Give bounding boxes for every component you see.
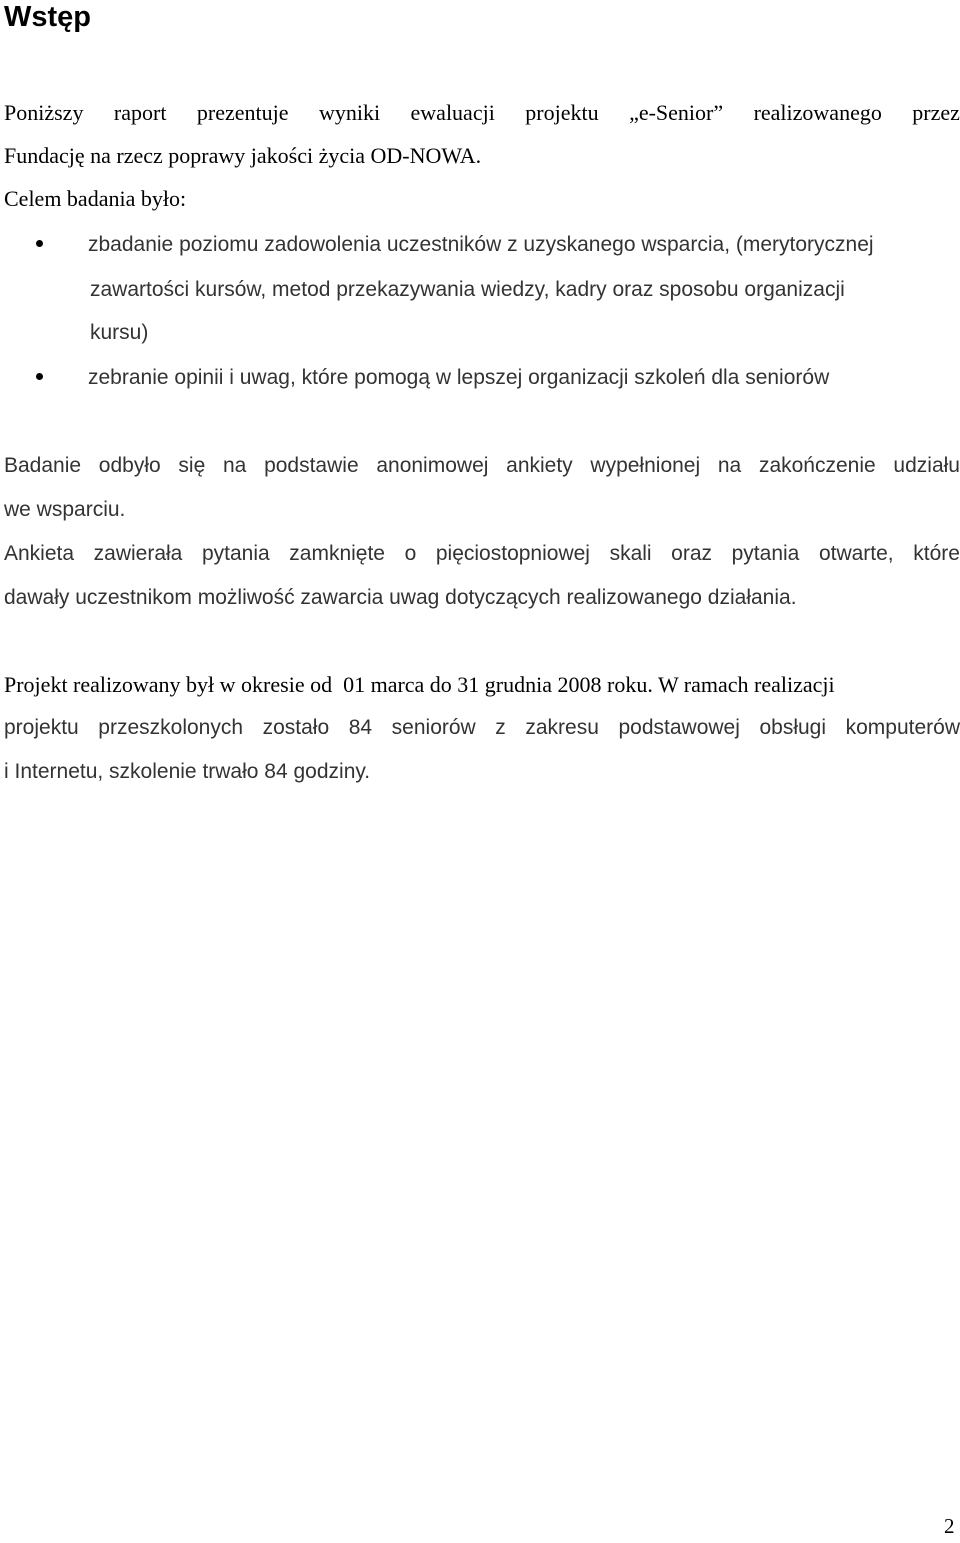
word: „e-Senior”	[629, 100, 724, 125]
word: wypełnionej	[590, 454, 701, 477]
word: ankiety	[506, 454, 573, 477]
word: odbyło	[98, 454, 161, 477]
word: oraz	[671, 542, 713, 565]
page-number: 2	[944, 1514, 955, 1538]
word: pytania	[201, 542, 270, 565]
bullet-icon	[36, 373, 43, 380]
word: podstawowej	[618, 716, 740, 739]
word: które	[913, 542, 960, 565]
survey-paragraph-line-2: we wsparciu.	[4, 498, 126, 521]
section-heading: Wstęp	[4, 1, 91, 33]
intro-line-1	[4, 100, 960, 126]
word: projektu	[4, 716, 79, 739]
bullet-1-line-2: zawartości kursów, metod przekazywania wiedzy, kadry oraz sposobu organizacji	[90, 278, 845, 301]
bullet-1-line-3: kursu)	[90, 321, 149, 344]
word: na	[222, 454, 247, 477]
survey-paragraph-line-1	[4, 453, 960, 479]
word: zakresu	[525, 716, 599, 739]
word: o	[404, 542, 417, 565]
word: seniorów	[391, 716, 476, 739]
word: Ankieta	[4, 542, 75, 565]
questionnaire-paragraph-line-2: dawały uczestnikom możliwość zawarcia uwag dotyczących realizowanego działania.	[4, 586, 797, 609]
project-paragraph-line-1: Projekt realizowany był w okresie od 01 marca do 31 grudnia 2008 roku. W ramach realizacji	[4, 672, 835, 697]
project-paragraph-line-3: i Internetu, szkolenie trwało 84 godziny.	[4, 760, 371, 783]
word: otwarte,	[818, 542, 894, 565]
word: zakończenie	[758, 454, 876, 477]
word: ewaluacji	[410, 100, 495, 125]
word: podstawie	[264, 454, 359, 477]
word: na	[717, 454, 742, 477]
project-paragraph-line-2	[4, 715, 960, 741]
word: zostało	[262, 716, 330, 739]
word: skali	[609, 542, 652, 565]
word: wyniki	[318, 100, 381, 125]
word: z	[495, 716, 506, 739]
word: udziału	[893, 454, 960, 477]
word: się	[178, 454, 206, 477]
word: 84	[348, 716, 373, 739]
word: pytania	[731, 542, 800, 565]
bullet-icon	[36, 240, 43, 247]
word: realizowanego	[753, 100, 882, 125]
word: anonimowej	[376, 454, 489, 477]
questionnaire-paragraph-line-1	[4, 541, 960, 567]
word: prezentuje	[196, 100, 289, 125]
word: pięciostopniowej	[435, 542, 590, 565]
word: zawierała	[93, 542, 183, 565]
bullet-2-line-1: zebranie opinii i uwag, które pomogą w lepszej organizacji szkoleń dla seniorów	[88, 366, 830, 389]
intro-line-2: Fundację na rzecz poprawy jakości życia OD-NOWA.	[4, 143, 482, 168]
word: przeszkolonych	[98, 716, 244, 739]
research-goal-label: Celem badania było:	[4, 186, 187, 211]
word: zamknięte	[289, 542, 385, 565]
word: Poniższy	[4, 100, 84, 125]
word: Badanie	[4, 454, 82, 477]
word: obsługi	[759, 716, 827, 739]
word: projektu	[525, 100, 599, 125]
word: raport	[113, 100, 167, 125]
word: komputerów	[845, 716, 960, 739]
word: przez	[912, 100, 960, 125]
bullet-1-line-1: zbadanie poziomu zadowolenia uczestników z uzyskanego wsparcia, (merytorycznej	[88, 233, 874, 256]
